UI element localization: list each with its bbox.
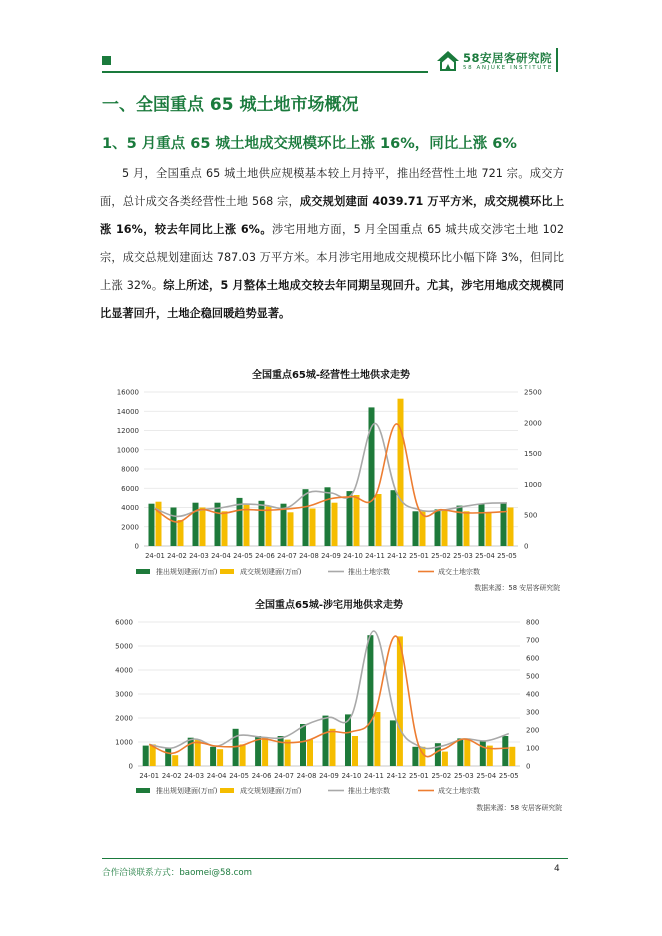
y-right-tick-label: 400 — [526, 690, 540, 699]
x-tick-label: 25-04 — [475, 552, 495, 560]
x-tick-label: 25-01 — [409, 552, 429, 560]
x-tick-label: 25-01 — [408, 772, 429, 780]
y-left-tick-label: 0 — [134, 542, 139, 551]
line-deal-count — [149, 636, 509, 757]
y-left-tick-label: 14000 — [116, 407, 139, 416]
y-left-tick-label: 0 — [128, 762, 133, 771]
bar-supply — [391, 490, 397, 546]
y-right-tick-label: 1000 — [524, 480, 542, 489]
bar-deal — [374, 712, 380, 766]
y-right-tick-label: 0 — [524, 542, 529, 551]
bar-deal — [442, 509, 448, 546]
para-run-4: 综上所述，5 月整体土地成交较去年同期呈现回升。尤其，涉宅用地成交规模同比显著回升，土地企稳回暖趋势显著。 — [100, 279, 564, 321]
bar-supply — [210, 747, 216, 766]
bar-deal — [222, 511, 228, 546]
x-tick-label: 24-10 — [341, 772, 362, 780]
chart-commercial-land-svg — [100, 366, 570, 598]
bar-supply — [501, 503, 507, 546]
y-right-tick-label: 500 — [524, 511, 538, 520]
y-left-tick-label: 2000 — [115, 714, 133, 723]
y-left-tick-label: 4000 — [121, 504, 139, 512]
footer-rule — [102, 858, 568, 859]
y-right-tick-label: 2000 — [524, 419, 542, 428]
bar-deal — [332, 503, 338, 546]
bar-deal — [195, 740, 201, 766]
y-right-tick-label: 1500 — [524, 450, 542, 459]
bar-deal — [376, 494, 382, 546]
bar-deal — [509, 747, 515, 766]
y-left-tick-label: 16000 — [116, 388, 139, 397]
y-right-tick-label: 300 — [526, 708, 540, 717]
x-tick-label: 25-04 — [476, 772, 497, 780]
bar-deal — [464, 738, 470, 766]
legend-label: 成交规划建面(万㎡) — [240, 568, 302, 576]
x-tick-label: 25-02 — [431, 772, 452, 780]
bar-supply — [143, 746, 149, 766]
bar-supply — [390, 720, 396, 766]
bar-supply — [193, 503, 199, 546]
bar-supply — [457, 738, 463, 766]
bar-supply — [435, 509, 441, 546]
bar-supply — [480, 741, 486, 766]
x-tick-label: 24-07 — [277, 552, 297, 560]
bar-deal — [178, 520, 184, 546]
bar-deal — [172, 755, 178, 766]
line-supply-count — [149, 631, 509, 749]
bar-supply — [278, 736, 284, 766]
para-run-1: 5 月，全国重点 65 城土地供应规模基本较上月持平，推出经营性土地 721 宗。成交方面，总计成交各类经营性土地 568 宗， — [100, 167, 564, 209]
x-tick-label: 24-01 — [139, 772, 160, 780]
x-tick-label: 25-03 — [453, 772, 474, 780]
x-tick-label: 24-08 — [299, 552, 319, 560]
bar-supply — [479, 504, 485, 546]
bar-deal — [217, 749, 223, 766]
bar-supply — [303, 489, 309, 546]
x-tick-label: 24-01 — [145, 552, 165, 560]
bar-deal — [200, 508, 206, 547]
bar-deal — [330, 729, 336, 766]
y-right-tick-label: 200 — [526, 726, 540, 735]
line-supply-count — [155, 423, 507, 516]
y-left-tick-label: 4000 — [115, 666, 133, 675]
x-tick-label: 24-05 — [233, 552, 253, 560]
section-title: 一、全国重点 65 城土地市场概况 — [102, 95, 359, 115]
x-tick-label: 24-11 — [364, 772, 384, 780]
bar-deal — [352, 736, 358, 766]
bar-supply — [502, 736, 508, 766]
legend-label: 推出规划建面(万㎡) — [156, 568, 218, 576]
y-left-tick-label: 6000 — [121, 484, 139, 493]
y-right-tick-label: 2500 — [524, 388, 542, 397]
para-run-3: 涉宅用地方面，5 月全国重点 65 城共成交涉宅土地 102 宗，成交总规划建面达 787.03 万平方米。本月涉宅用地成交规模环比小幅下降 3%，但同比上涨 32%。 — [100, 223, 565, 293]
legend-swatch — [136, 788, 150, 793]
x-tick-label: 24-03 — [189, 552, 209, 560]
logo-house-icon — [436, 50, 460, 72]
y-left-tick-label: 5000 — [115, 642, 133, 651]
bar-deal — [266, 507, 272, 547]
legend-label: 推出规划建面(万㎡) — [156, 787, 218, 795]
y-right-tick-label: 800 — [526, 618, 540, 627]
header-rule — [102, 71, 428, 73]
bar-deal — [354, 495, 360, 546]
chart-title: 全国重点65城-涉宅用地供求走势 — [254, 600, 404, 611]
bar-supply — [347, 491, 353, 546]
y-right-tick-label: 100 — [526, 744, 540, 753]
institute-logo — [436, 48, 566, 76]
logo-subtitle: 58 ANJUKE INSTITUTE — [463, 65, 553, 71]
y-right-tick-label: 500 — [526, 672, 540, 681]
bar-supply — [367, 635, 373, 766]
chart-residential-land — [100, 596, 570, 818]
bar-supply — [412, 747, 418, 766]
chart-title: 全国重点65城-经营性土地供求走势 — [251, 370, 411, 381]
chart-residential-land-svg — [100, 596, 570, 818]
footer-contact: 合作洽谈联系方式：baomei@58.com — [102, 868, 252, 878]
x-tick-label: 24-12 — [387, 552, 407, 560]
legend-label: 成交土地宗数 — [438, 568, 480, 576]
bar-deal — [398, 399, 404, 546]
x-tick-label: 24-11 — [365, 552, 385, 560]
y-right-tick-label: 700 — [526, 636, 540, 645]
bar-supply — [171, 508, 177, 547]
x-tick-label: 24-10 — [343, 552, 363, 560]
y-right-tick-label: 600 — [526, 654, 540, 663]
y-left-tick-label: 10000 — [116, 446, 139, 455]
legend-label: 成交规划建面(万㎡) — [240, 787, 302, 795]
bar-deal — [310, 509, 316, 547]
legend-label: 推出土地宗数 — [348, 787, 390, 795]
legend-swatch — [220, 788, 234, 793]
x-tick-label: 24-09 — [321, 552, 341, 560]
legend-swatch — [136, 569, 150, 574]
bar-supply — [323, 716, 329, 766]
legend-label: 成交土地宗数 — [438, 787, 480, 795]
bar-supply — [188, 738, 194, 766]
y-right-tick-label: 0 — [526, 762, 531, 771]
bar-deal — [262, 737, 268, 766]
x-tick-label: 24-04 — [211, 552, 231, 560]
logo-divider — [556, 48, 558, 72]
page-number: 4 — [554, 864, 560, 874]
y-left-tick-label: 1000 — [115, 738, 133, 747]
bar-supply — [413, 511, 419, 546]
x-tick-label: 24-02 — [161, 772, 182, 780]
bar-supply — [149, 504, 155, 546]
y-left-tick-label: 3000 — [115, 690, 133, 699]
bar-supply — [325, 487, 331, 546]
bar-deal — [285, 740, 291, 766]
x-tick-label: 24-06 — [255, 552, 275, 560]
body-paragraph — [100, 160, 564, 329]
x-tick-label: 25-02 — [431, 552, 451, 560]
bar-deal — [508, 508, 514, 547]
x-tick-label: 24-07 — [274, 772, 294, 780]
subsection-title: 1、5 月重点 65 城土地成交规模环比上涨 16%，同比上涨 6% — [102, 136, 517, 152]
x-tick-label: 24-03 — [184, 772, 205, 780]
bar-supply — [300, 724, 306, 766]
x-tick-label: 24-12 — [386, 772, 407, 780]
bar-supply — [165, 748, 171, 766]
y-left-tick-label: 2000 — [121, 523, 139, 532]
y-left-tick-label: 6000 — [115, 618, 133, 627]
legend-label: 推出土地宗数 — [348, 568, 390, 576]
legend-swatch — [220, 569, 234, 574]
bar-supply — [259, 501, 265, 546]
header-square-mark — [102, 56, 111, 65]
x-tick-label: 24-08 — [296, 772, 317, 780]
chart-commercial-land — [100, 366, 570, 598]
y-left-tick-label: 12000 — [116, 427, 139, 435]
logo-name: 58安居客研究院 — [463, 51, 553, 65]
bar-deal — [288, 512, 294, 546]
para-run-2: 成交规划建面 4039.71 万平方米，成交规模环比上涨 16%，较去年同比上涨 6%。 — [100, 195, 565, 237]
bar-deal — [240, 744, 246, 766]
bar-deal — [464, 511, 470, 546]
bar-deal — [307, 740, 313, 766]
x-tick-label: 24-09 — [319, 772, 339, 780]
x-tick-label: 24-05 — [229, 772, 250, 780]
y-left-tick-label: 8000 — [121, 465, 139, 474]
x-tick-label: 25-05 — [498, 772, 519, 780]
x-tick-label: 24-02 — [167, 552, 187, 560]
x-tick-label: 24-04 — [206, 772, 227, 780]
bar-deal — [442, 752, 448, 766]
x-tick-label: 25-05 — [497, 552, 517, 560]
chart-source-note: 数据来源：58 安居客研究院 — [476, 804, 562, 812]
bar-deal — [486, 512, 492, 546]
chart-source-note: 数据来源：58 安居客研究院 — [474, 584, 560, 592]
x-tick-label: 24-06 — [251, 772, 272, 780]
x-tick-label: 25-03 — [453, 552, 473, 560]
